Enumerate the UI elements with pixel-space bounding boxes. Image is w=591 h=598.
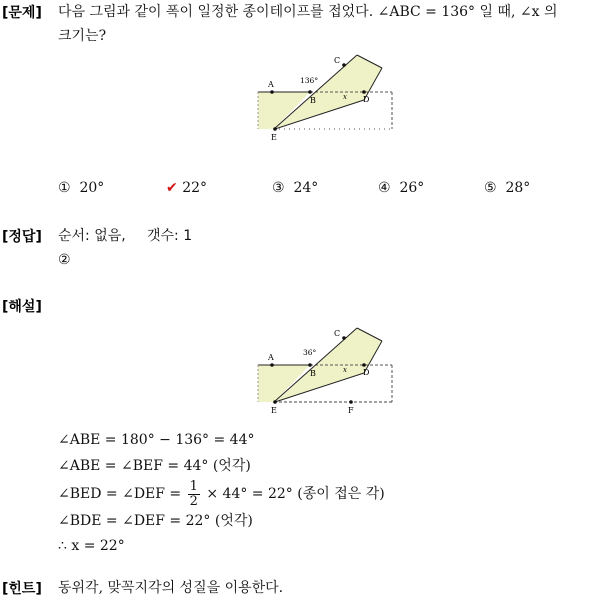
angle-136-label: 136° bbox=[300, 76, 319, 85]
solution-line-2: ∠ABE = ∠BEF = 44° (엇각) bbox=[58, 458, 251, 474]
choice-1-value: 20° bbox=[79, 180, 105, 196]
fig2-angle-x-label: x bbox=[343, 366, 347, 374]
fraction-numerator: 1 bbox=[189, 478, 198, 494]
choice-4-value: 26° bbox=[399, 180, 425, 196]
answer-order: 순서: 없음, bbox=[58, 228, 126, 244]
solution-line-5: ∴ x = 22° bbox=[58, 538, 125, 554]
hint-text: 동위각, 맞꼭지각의 성질을 이용한다. bbox=[58, 580, 284, 596]
problem-label: [문제] bbox=[2, 5, 42, 21]
choice-4[interactable] bbox=[378, 180, 424, 196]
answer-value: ② bbox=[58, 252, 71, 268]
choice-1-number: ① bbox=[58, 180, 71, 196]
answer-count: 갯수: 1 bbox=[147, 228, 193, 244]
fig2-point-e-label: E bbox=[271, 406, 277, 415]
check-mark-icon: ✔ bbox=[166, 180, 178, 196]
point-a-label: A bbox=[268, 80, 274, 89]
solution-label: [해설] bbox=[2, 299, 42, 315]
fig2-point-c-label: C bbox=[334, 329, 341, 338]
fraction-one-half bbox=[188, 480, 200, 509]
choice-5-value: 28° bbox=[505, 180, 531, 196]
choice-2-value: 22° bbox=[182, 180, 208, 196]
choice-4-number: ④ bbox=[378, 180, 391, 196]
angle-x-label: x bbox=[343, 93, 347, 101]
choice-3-value: 24° bbox=[293, 180, 319, 196]
hint-label: [힌트] bbox=[2, 581, 42, 597]
choice-1[interactable] bbox=[58, 180, 104, 196]
answer-label: [정답] bbox=[2, 229, 42, 245]
choice-3[interactable] bbox=[272, 180, 318, 196]
choice-5-number: ⑤ bbox=[484, 180, 497, 196]
point-b-label: B bbox=[310, 96, 316, 105]
point-c-label: C bbox=[334, 56, 341, 65]
solution-line-4: ∠BDE = ∠DEF = 22° (엇각) bbox=[58, 513, 253, 529]
point-e-label: E bbox=[271, 133, 277, 142]
problem-line-2: 크기는? bbox=[58, 28, 107, 44]
fraction-denominator: 2 bbox=[189, 493, 198, 509]
fig2-point-b-label: B bbox=[310, 369, 316, 378]
figure-folded-tape-2 bbox=[250, 318, 400, 418]
figure-folded-tape-1 bbox=[250, 45, 400, 145]
solution-line-3-pre: ∠BED = ∠DEF = bbox=[58, 486, 182, 502]
problem-line-1: 다음 그림과 같이 폭이 일정한 종이테이프를 접었다. ∠ABC = 136° 일 때, ∠x 의 bbox=[58, 4, 558, 20]
solution-line-3-post: × 44° = 22° (종이 접은 각) bbox=[206, 486, 385, 502]
fig2-angle-36-label: 36° bbox=[303, 348, 317, 357]
choice-5[interactable] bbox=[484, 180, 530, 196]
solution-line-3 bbox=[58, 478, 385, 510]
solution-line-1: ∠ABE = 180° − 136° = 44° bbox=[58, 432, 255, 448]
fig2-point-f-label: F bbox=[348, 406, 354, 415]
choice-3-number: ③ bbox=[272, 180, 285, 196]
fig2-point-d-label: D bbox=[363, 368, 370, 377]
point-d-label: D bbox=[363, 95, 370, 104]
fig2-point-a-label: A bbox=[268, 353, 274, 362]
choice-2[interactable] bbox=[166, 180, 207, 196]
